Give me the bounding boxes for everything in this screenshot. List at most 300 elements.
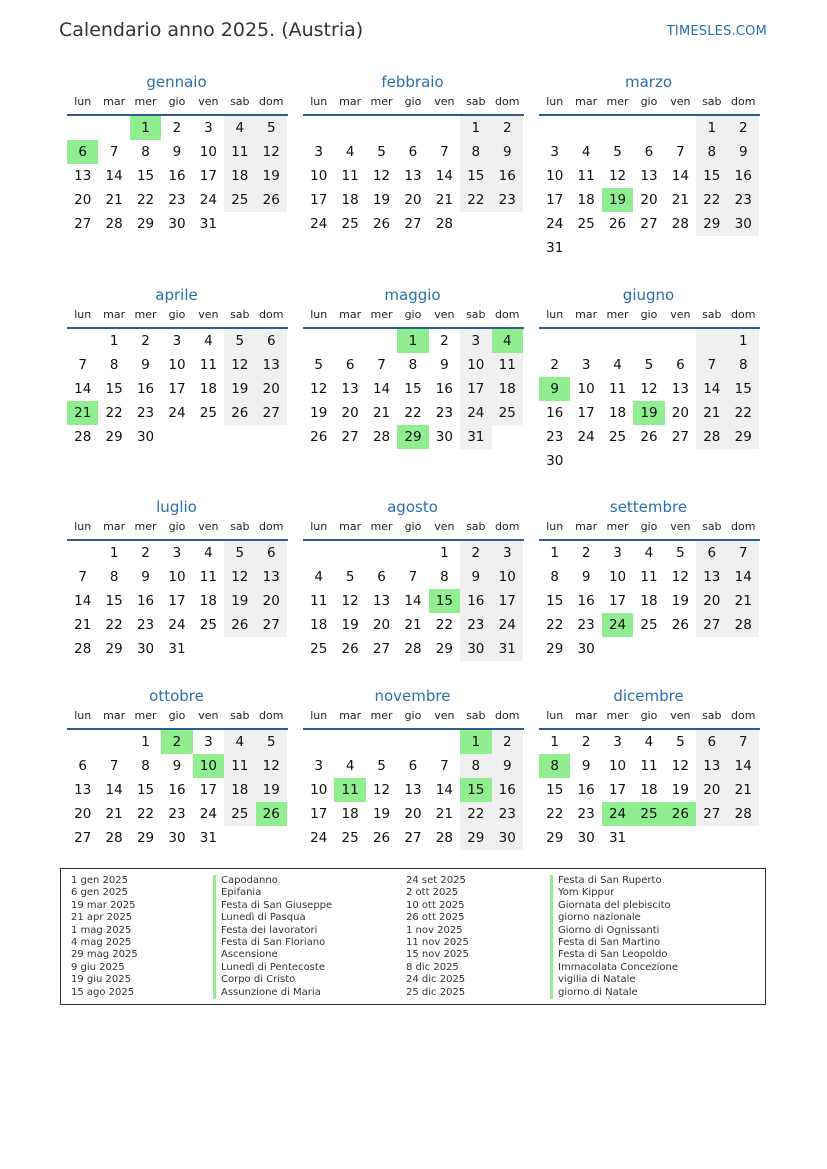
day-cell[interactable]: 18 bbox=[608, 405, 627, 421]
day-cell[interactable]: 24 bbox=[577, 429, 595, 445]
day-cell[interactable]: 23 bbox=[136, 617, 155, 633]
day-cell[interactable]: 18 bbox=[199, 381, 217, 397]
day-cell[interactable]: 28 bbox=[74, 429, 92, 445]
day-cell[interactable]: 16 bbox=[435, 381, 453, 397]
day-cell[interactable]: 1 bbox=[109, 545, 119, 561]
day-cell[interactable]: 24 bbox=[199, 192, 217, 208]
day-cell[interactable]: 20 bbox=[696, 778, 727, 802]
day-cell[interactable]: 14 bbox=[74, 381, 92, 397]
day-cell[interactable]: 27 bbox=[256, 613, 287, 637]
day-cell[interactable]: 21 bbox=[105, 806, 123, 822]
day-cell[interactable]: 31 bbox=[168, 641, 186, 657]
day-cell[interactable]: 30 bbox=[577, 830, 595, 846]
day-cell[interactable]: 27 bbox=[696, 802, 727, 826]
day-cell[interactable]: 11 bbox=[224, 140, 255, 164]
day-cell[interactable]: 21 bbox=[435, 192, 453, 208]
day-cell[interactable]: 7 bbox=[408, 569, 418, 585]
day-cell[interactable]: 19 bbox=[633, 401, 664, 425]
day-cell[interactable]: 8 bbox=[550, 569, 559, 585]
day-cell[interactable]: 11 bbox=[640, 569, 658, 585]
day-cell[interactable]: 30 bbox=[136, 641, 155, 657]
day-cell[interactable]: 12 bbox=[372, 782, 391, 798]
day-cell[interactable]: 6 bbox=[696, 541, 727, 565]
day-cell[interactable]: 11 bbox=[199, 357, 217, 373]
day-cell[interactable]: 30 bbox=[168, 830, 186, 846]
day-cell[interactable]: 25 bbox=[310, 641, 328, 657]
day-cell[interactable]: 23 bbox=[460, 613, 491, 637]
day-cell[interactable]: 5 bbox=[613, 144, 622, 160]
day-cell[interactable]: 7 bbox=[109, 144, 119, 160]
day-cell[interactable]: 17 bbox=[546, 192, 564, 208]
day-cell[interactable]: 25 bbox=[492, 401, 523, 425]
day-cell[interactable]: 5 bbox=[224, 541, 255, 565]
day-cell[interactable]: 21 bbox=[404, 617, 422, 633]
day-cell[interactable]: 18 bbox=[577, 192, 595, 208]
day-cell[interactable]: 5 bbox=[377, 758, 386, 774]
day-cell[interactable]: 12 bbox=[256, 140, 287, 164]
day-cell[interactable]: 4 bbox=[224, 116, 255, 140]
day-cell[interactable]: 5 bbox=[377, 144, 386, 160]
day-cell[interactable]: 3 bbox=[314, 144, 323, 160]
day-cell[interactable]: 3 bbox=[550, 144, 559, 160]
day-cell[interactable]: 24 bbox=[460, 401, 491, 425]
day-cell[interactable]: 14 bbox=[435, 168, 453, 184]
day-cell[interactable]: 18 bbox=[341, 806, 359, 822]
day-cell[interactable]: 2 bbox=[492, 730, 523, 754]
day-cell[interactable]: 28 bbox=[696, 425, 727, 449]
day-cell[interactable]: 12 bbox=[310, 381, 328, 397]
day-cell[interactable]: 26 bbox=[256, 802, 287, 826]
day-cell[interactable]: 3 bbox=[172, 333, 182, 349]
day-cell[interactable]: 8 bbox=[728, 353, 759, 377]
day-cell[interactable]: 3 bbox=[492, 541, 523, 565]
day-cell[interactable]: 19 bbox=[224, 589, 255, 613]
day-cell[interactable]: 10 bbox=[577, 381, 595, 397]
day-cell[interactable]: 14 bbox=[728, 565, 759, 589]
day-cell[interactable]: 16 bbox=[460, 589, 491, 613]
day-cell[interactable]: 9 bbox=[492, 754, 523, 778]
day-cell[interactable]: 13 bbox=[404, 782, 422, 798]
day-cell[interactable]: 26 bbox=[671, 617, 689, 633]
day-cell[interactable]: 28 bbox=[728, 802, 759, 826]
day-cell[interactable]: 22 bbox=[728, 401, 759, 425]
day-cell[interactable]: 31 bbox=[460, 425, 491, 449]
day-cell[interactable]: 20 bbox=[74, 806, 92, 822]
day-cell[interactable]: 15 bbox=[404, 381, 422, 397]
day-cell[interactable]: 30 bbox=[168, 216, 186, 232]
day-cell[interactable]: 3 bbox=[613, 545, 622, 561]
day-cell[interactable]: 17 bbox=[460, 377, 491, 401]
day-cell[interactable]: 12 bbox=[608, 168, 627, 184]
day-cell[interactable]: 22 bbox=[136, 806, 155, 822]
day-cell[interactable]: 13 bbox=[341, 381, 359, 397]
day-cell[interactable]: 26 bbox=[256, 188, 287, 212]
day-cell[interactable]: 3 bbox=[204, 734, 213, 750]
day-cell[interactable]: 23 bbox=[492, 802, 523, 826]
day-cell[interactable]: 16 bbox=[492, 778, 523, 802]
day-cell[interactable]: 16 bbox=[492, 164, 523, 188]
day-cell[interactable]: 22 bbox=[460, 802, 491, 826]
day-cell[interactable]: 10 bbox=[608, 758, 627, 774]
day-cell[interactable]: 25 bbox=[199, 405, 217, 421]
day-cell[interactable]: 24 bbox=[602, 802, 633, 826]
day-cell[interactable]: 4 bbox=[314, 569, 323, 585]
day-cell[interactable]: 20 bbox=[341, 405, 359, 421]
day-cell[interactable]: 15 bbox=[460, 778, 491, 802]
day-cell[interactable]: 18 bbox=[492, 377, 523, 401]
day-cell[interactable]: 22 bbox=[696, 188, 727, 212]
brand-link[interactable]: TIMESLES.COM bbox=[666, 24, 767, 39]
day-cell[interactable]: 14 bbox=[671, 168, 689, 184]
day-cell[interactable]: 19 bbox=[310, 405, 328, 421]
day-cell[interactable]: 29 bbox=[728, 425, 759, 449]
day-cell[interactable]: 10 bbox=[199, 144, 217, 160]
day-cell[interactable]: 2 bbox=[581, 734, 591, 750]
day-cell[interactable]: 3 bbox=[613, 734, 622, 750]
day-cell[interactable]: 3 bbox=[314, 758, 323, 774]
day-cell[interactable]: 22 bbox=[435, 617, 453, 633]
day-cell[interactable]: 22 bbox=[136, 192, 155, 208]
day-cell[interactable]: 12 bbox=[671, 569, 689, 585]
day-cell[interactable]: 13 bbox=[74, 782, 92, 798]
day-cell[interactable]: 18 bbox=[640, 782, 658, 798]
day-cell[interactable]: 9 bbox=[492, 140, 523, 164]
day-cell[interactable]: 24 bbox=[168, 405, 186, 421]
day-cell[interactable]: 17 bbox=[310, 806, 328, 822]
day-cell[interactable]: 21 bbox=[74, 617, 92, 633]
day-cell[interactable]: 5 bbox=[256, 730, 287, 754]
day-cell[interactable]: 16 bbox=[728, 164, 759, 188]
day-cell[interactable]: 30 bbox=[136, 429, 155, 445]
day-cell[interactable]: 24 bbox=[546, 216, 564, 232]
day-cell[interactable]: 24 bbox=[310, 216, 328, 232]
day-cell[interactable]: 6 bbox=[644, 144, 654, 160]
day-cell[interactable]: 22 bbox=[105, 617, 123, 633]
day-cell[interactable]: 8 bbox=[141, 758, 150, 774]
day-cell[interactable]: 27 bbox=[640, 216, 658, 232]
day-cell[interactable]: 19 bbox=[602, 188, 633, 212]
day-cell[interactable]: 21 bbox=[105, 192, 123, 208]
day-cell[interactable]: 11 bbox=[224, 754, 255, 778]
day-cell[interactable]: 15 bbox=[136, 782, 155, 798]
day-cell[interactable]: 11 bbox=[310, 593, 328, 609]
day-cell[interactable]: 23 bbox=[136, 405, 155, 421]
day-cell[interactable]: 17 bbox=[168, 381, 186, 397]
day-cell[interactable]: 31 bbox=[608, 830, 627, 846]
day-cell[interactable]: 21 bbox=[671, 192, 689, 208]
day-cell[interactable]: 14 bbox=[696, 377, 727, 401]
day-cell[interactable]: 14 bbox=[74, 593, 92, 609]
day-cell[interactable]: 7 bbox=[78, 357, 87, 373]
day-cell[interactable]: 11 bbox=[341, 168, 359, 184]
day-cell[interactable]: 9 bbox=[440, 357, 449, 373]
day-cell[interactable]: 7 bbox=[696, 353, 727, 377]
day-cell[interactable]: 28 bbox=[105, 830, 123, 846]
day-cell[interactable]: 23 bbox=[492, 188, 523, 212]
day-cell[interactable]: 1 bbox=[728, 329, 759, 353]
day-cell[interactable]: 12 bbox=[224, 565, 255, 589]
day-cell[interactable]: 19 bbox=[372, 806, 391, 822]
day-cell[interactable]: 22 bbox=[105, 405, 123, 421]
day-cell[interactable]: 15 bbox=[546, 782, 564, 798]
day-cell[interactable]: 10 bbox=[310, 168, 328, 184]
day-cell[interactable]: 31 bbox=[546, 240, 564, 256]
day-cell[interactable]: 20 bbox=[372, 617, 391, 633]
day-cell[interactable]: 8 bbox=[408, 357, 418, 373]
day-cell[interactable]: 17 bbox=[310, 192, 328, 208]
day-cell[interactable]: 10 bbox=[168, 569, 186, 585]
day-cell[interactable]: 10 bbox=[546, 168, 564, 184]
day-cell[interactable]: 19 bbox=[341, 617, 359, 633]
day-cell[interactable]: 22 bbox=[546, 806, 564, 822]
day-cell[interactable]: 16 bbox=[577, 593, 595, 609]
day-cell[interactable]: 4 bbox=[345, 758, 355, 774]
day-cell[interactable]: 27 bbox=[671, 429, 689, 445]
day-cell[interactable]: 24 bbox=[602, 613, 633, 637]
day-cell[interactable]: 1 bbox=[550, 545, 559, 561]
day-cell[interactable]: 15 bbox=[546, 593, 564, 609]
day-cell[interactable]: 8 bbox=[109, 357, 119, 373]
day-cell[interactable]: 26 bbox=[665, 802, 696, 826]
day-cell[interactable]: 6 bbox=[256, 329, 287, 353]
day-cell[interactable]: 31 bbox=[492, 637, 523, 661]
day-cell[interactable]: 19 bbox=[224, 377, 255, 401]
day-cell[interactable]: 4 bbox=[204, 545, 213, 561]
day-cell[interactable]: 30 bbox=[546, 453, 564, 469]
day-cell[interactable]: 30 bbox=[460, 637, 491, 661]
day-cell[interactable]: 13 bbox=[404, 168, 422, 184]
day-cell[interactable]: 26 bbox=[224, 613, 255, 637]
day-cell[interactable]: 13 bbox=[640, 168, 658, 184]
day-cell[interactable]: 29 bbox=[397, 425, 428, 449]
day-cell[interactable]: 10 bbox=[310, 782, 328, 798]
day-cell[interactable]: 11 bbox=[492, 353, 523, 377]
day-cell[interactable]: 23 bbox=[435, 405, 453, 421]
day-cell[interactable]: 4 bbox=[644, 734, 654, 750]
day-cell[interactable]: 27 bbox=[696, 613, 727, 637]
day-cell[interactable]: 11 bbox=[577, 168, 595, 184]
day-cell[interactable]: 20 bbox=[256, 377, 287, 401]
day-cell[interactable]: 11 bbox=[334, 778, 365, 802]
day-cell[interactable]: 13 bbox=[256, 565, 287, 589]
day-cell[interactable]: 3 bbox=[460, 329, 491, 353]
day-cell[interactable]: 19 bbox=[372, 192, 391, 208]
day-cell[interactable]: 23 bbox=[546, 429, 564, 445]
day-cell[interactable]: 16 bbox=[577, 782, 595, 798]
day-cell[interactable]: 20 bbox=[256, 589, 287, 613]
day-cell[interactable]: 26 bbox=[341, 641, 359, 657]
day-cell[interactable]: 21 bbox=[435, 806, 453, 822]
day-cell[interactable]: 1 bbox=[141, 734, 150, 750]
day-cell[interactable]: 23 bbox=[168, 192, 186, 208]
day-cell[interactable]: 25 bbox=[341, 830, 359, 846]
day-cell[interactable]: 28 bbox=[435, 830, 453, 846]
day-cell[interactable]: 15 bbox=[728, 377, 759, 401]
day-cell[interactable]: 17 bbox=[608, 782, 627, 798]
day-cell[interactable]: 2 bbox=[550, 357, 559, 373]
day-cell[interactable]: 6 bbox=[408, 758, 418, 774]
day-cell[interactable]: 16 bbox=[136, 593, 155, 609]
day-cell[interactable]: 6 bbox=[78, 758, 87, 774]
day-cell[interactable]: 28 bbox=[105, 216, 123, 232]
day-cell[interactable]: 28 bbox=[74, 641, 92, 657]
day-cell[interactable]: 10 bbox=[460, 353, 491, 377]
day-cell[interactable]: 1 bbox=[397, 329, 428, 353]
day-cell[interactable]: 30 bbox=[492, 826, 523, 850]
day-cell[interactable]: 19 bbox=[256, 164, 287, 188]
day-cell[interactable]: 20 bbox=[74, 192, 92, 208]
day-cell[interactable]: 24 bbox=[310, 830, 328, 846]
day-cell[interactable]: 16 bbox=[136, 381, 155, 397]
day-cell[interactable]: 23 bbox=[577, 806, 595, 822]
day-cell[interactable]: 11 bbox=[199, 569, 217, 585]
day-cell[interactable]: 8 bbox=[109, 569, 119, 585]
day-cell[interactable]: 29 bbox=[460, 826, 491, 850]
day-cell[interactable]: 4 bbox=[644, 545, 654, 561]
day-cell[interactable]: 10 bbox=[193, 754, 224, 778]
day-cell[interactable]: 29 bbox=[105, 641, 123, 657]
day-cell[interactable]: 9 bbox=[581, 758, 591, 774]
day-cell[interactable]: 28 bbox=[671, 216, 689, 232]
day-cell[interactable]: 27 bbox=[341, 429, 359, 445]
day-cell[interactable]: 8 bbox=[440, 569, 449, 585]
day-cell[interactable]: 17 bbox=[199, 782, 217, 798]
day-cell[interactable]: 29 bbox=[136, 216, 155, 232]
day-cell[interactable]: 9 bbox=[172, 144, 182, 160]
day-cell[interactable]: 18 bbox=[341, 192, 359, 208]
day-cell[interactable]: 7 bbox=[728, 730, 759, 754]
day-cell[interactable]: 17 bbox=[492, 589, 523, 613]
day-cell[interactable]: 26 bbox=[224, 401, 255, 425]
day-cell[interactable]: 29 bbox=[546, 641, 564, 657]
day-cell[interactable]: 9 bbox=[581, 569, 591, 585]
day-cell[interactable]: 4 bbox=[492, 329, 523, 353]
day-cell[interactable]: 16 bbox=[168, 782, 186, 798]
day-cell[interactable]: 24 bbox=[492, 613, 523, 637]
day-cell[interactable]: 6 bbox=[345, 357, 355, 373]
day-cell[interactable]: 14 bbox=[435, 782, 453, 798]
day-cell[interactable]: 12 bbox=[640, 381, 658, 397]
day-cell[interactable]: 5 bbox=[314, 357, 323, 373]
day-cell[interactable]: 4 bbox=[204, 333, 213, 349]
day-cell[interactable]: 13 bbox=[256, 353, 287, 377]
day-cell[interactable]: 13 bbox=[74, 168, 92, 184]
day-cell[interactable]: 6 bbox=[256, 541, 287, 565]
day-cell[interactable]: 2 bbox=[172, 120, 182, 136]
day-cell[interactable]: 20 bbox=[404, 192, 422, 208]
day-cell[interactable]: 15 bbox=[460, 164, 491, 188]
day-cell[interactable]: 19 bbox=[256, 778, 287, 802]
day-cell[interactable]: 5 bbox=[256, 116, 287, 140]
day-cell[interactable]: 9 bbox=[172, 758, 182, 774]
day-cell[interactable]: 29 bbox=[546, 830, 564, 846]
day-cell[interactable]: 26 bbox=[608, 216, 627, 232]
day-cell[interactable]: 25 bbox=[224, 188, 255, 212]
day-cell[interactable]: 7 bbox=[440, 144, 449, 160]
day-cell[interactable]: 1 bbox=[440, 545, 449, 561]
day-cell[interactable]: 22 bbox=[546, 617, 564, 633]
day-cell[interactable]: 12 bbox=[256, 754, 287, 778]
day-cell[interactable]: 1 bbox=[460, 116, 491, 140]
day-cell[interactable]: 30 bbox=[435, 429, 453, 445]
day-cell[interactable]: 31 bbox=[199, 830, 217, 846]
day-cell[interactable]: 4 bbox=[613, 357, 622, 373]
day-cell[interactable]: 6 bbox=[696, 730, 727, 754]
day-cell[interactable]: 11 bbox=[608, 381, 627, 397]
day-cell[interactable]: 30 bbox=[728, 212, 759, 236]
day-cell[interactable]: 26 bbox=[372, 216, 391, 232]
day-cell[interactable]: 27 bbox=[74, 830, 92, 846]
day-cell[interactable]: 11 bbox=[640, 758, 658, 774]
day-cell[interactable]: 28 bbox=[372, 429, 391, 445]
day-cell[interactable]: 28 bbox=[728, 613, 759, 637]
day-cell[interactable]: 8 bbox=[696, 140, 727, 164]
day-cell[interactable]: 17 bbox=[168, 593, 186, 609]
day-cell[interactable]: 18 bbox=[224, 778, 255, 802]
day-cell[interactable]: 18 bbox=[640, 593, 658, 609]
day-cell[interactable]: 5 bbox=[224, 329, 255, 353]
day-cell[interactable]: 19 bbox=[671, 782, 689, 798]
day-cell[interactable]: 25 bbox=[224, 802, 255, 826]
day-cell[interactable]: 14 bbox=[105, 168, 123, 184]
day-cell[interactable]: 18 bbox=[224, 164, 255, 188]
day-cell[interactable]: 27 bbox=[404, 830, 422, 846]
day-cell[interactable]: 9 bbox=[539, 377, 570, 401]
day-cell[interactable]: 4 bbox=[345, 144, 355, 160]
day-cell[interactable]: 26 bbox=[372, 830, 391, 846]
day-cell[interactable]: 29 bbox=[696, 212, 727, 236]
day-cell[interactable]: 7 bbox=[440, 758, 449, 774]
day-cell[interactable]: 24 bbox=[199, 806, 217, 822]
day-cell[interactable]: 5 bbox=[676, 734, 685, 750]
day-cell[interactable]: 4 bbox=[581, 144, 591, 160]
day-cell[interactable]: 25 bbox=[199, 617, 217, 633]
day-cell[interactable]: 4 bbox=[224, 730, 255, 754]
day-cell[interactable]: 25 bbox=[577, 216, 595, 232]
day-cell[interactable]: 20 bbox=[671, 405, 689, 421]
day-cell[interactable]: 15 bbox=[105, 593, 123, 609]
day-cell[interactable]: 20 bbox=[640, 192, 658, 208]
day-cell[interactable]: 2 bbox=[161, 730, 192, 754]
day-cell[interactable]: 15 bbox=[105, 381, 123, 397]
day-cell[interactable]: 14 bbox=[372, 381, 391, 397]
day-cell[interactable]: 23 bbox=[168, 806, 186, 822]
day-cell[interactable]: 6 bbox=[377, 569, 386, 585]
day-cell[interactable]: 16 bbox=[168, 168, 186, 184]
day-cell[interactable]: 21 bbox=[728, 778, 759, 802]
day-cell[interactable]: 3 bbox=[172, 545, 182, 561]
day-cell[interactable]: 20 bbox=[404, 806, 422, 822]
day-cell[interactable]: 9 bbox=[141, 357, 150, 373]
day-cell[interactable]: 16 bbox=[546, 405, 564, 421]
day-cell[interactable]: 6 bbox=[67, 140, 98, 164]
day-cell[interactable]: 15 bbox=[429, 589, 460, 613]
day-cell[interactable]: 13 bbox=[696, 565, 727, 589]
day-cell[interactable]: 23 bbox=[577, 617, 595, 633]
day-cell[interactable]: 10 bbox=[168, 357, 186, 373]
day-cell[interactable]: 21 bbox=[696, 401, 727, 425]
day-cell[interactable]: 28 bbox=[435, 216, 453, 232]
day-cell[interactable]: 2 bbox=[141, 545, 150, 561]
day-cell[interactable]: 1 bbox=[130, 116, 161, 140]
day-cell[interactable]: 26 bbox=[640, 429, 658, 445]
day-cell[interactable]: 14 bbox=[728, 754, 759, 778]
day-cell[interactable]: 29 bbox=[435, 641, 453, 657]
day-cell[interactable]: 25 bbox=[640, 617, 658, 633]
day-cell[interactable]: 12 bbox=[224, 353, 255, 377]
day-cell[interactable]: 18 bbox=[310, 617, 328, 633]
day-cell[interactable]: 8 bbox=[460, 140, 491, 164]
